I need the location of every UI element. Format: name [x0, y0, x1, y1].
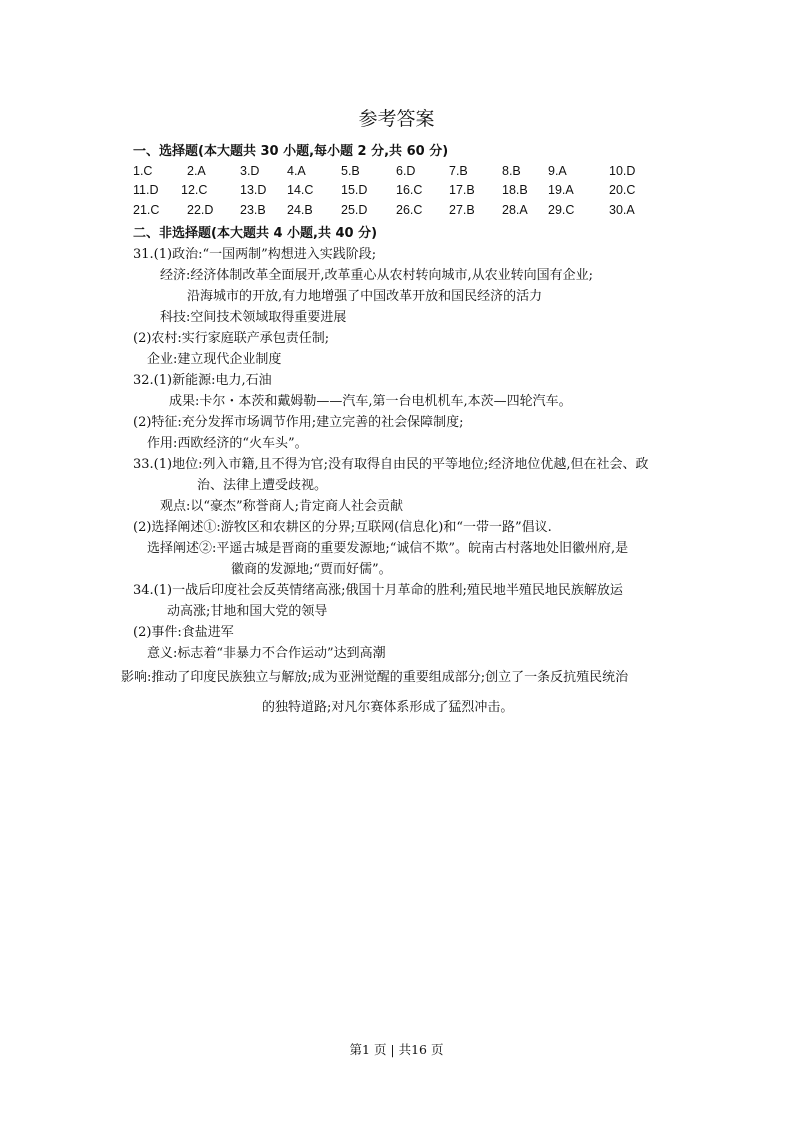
answer-item: 14.C [287, 183, 314, 197]
answer-line: 企业:建立现代企业制度 [147, 352, 282, 367]
answer-item: 12.C [181, 183, 208, 197]
answer-item: 11.D [133, 183, 159, 197]
answer-line: 意义:标志着“非暴力不合作运动”达到高潮 [147, 646, 386, 661]
answer-item: 1.C [133, 164, 153, 178]
answer-line: (2)事件:食盐进军 [133, 625, 234, 640]
answer-item: 2.A [187, 164, 206, 178]
answer-item: 16.C [396, 183, 423, 197]
page-footer: 第1 页 | 共16 页 [349, 1042, 444, 1057]
answer-item: 8.B [502, 164, 521, 178]
answer-item: 10.D [609, 164, 636, 178]
answer-line: 观点:以“豪杰”称誉商人;肯定商人社会贡献 [160, 499, 404, 514]
answer-line: (2)选择阐述①:游牧区和农耕区的分界;互联网(信息化)和“一带一路”倡议. [133, 520, 552, 535]
answer-item: 22.D [187, 203, 214, 217]
section-heading-open: 二、非选择题(本大题共 4 小题,共 40 分) [133, 226, 378, 241]
answer-line: (2)特征:充分发挥市场调节作用;建立完善的社会保障制度; [133, 415, 464, 430]
answer-line: 沿海城市的开放,有力地增强了中国改革开放和国民经济的活力 [187, 289, 543, 304]
answer-line: 33.(1)地位:列入市籍,且不得为官;没有取得自由民的平等地位;经济地位优越,但在社会、政 [133, 457, 649, 472]
answer-item: 7.B [449, 164, 468, 178]
answer-item: 24.B [287, 203, 313, 217]
answer-item: 29.C [548, 203, 575, 217]
section-heading-choice: 一、选择题(本大题共 30 小题,每小题 2 分,共 60 分) [133, 144, 449, 159]
answer-item: 20.C [609, 183, 636, 197]
answer-item: 9.A [548, 164, 567, 178]
answer-line: 徽商的发源地;“贾而好儒”。 [231, 562, 392, 577]
answer-item: 27.B [449, 203, 475, 217]
page-title: 参考答案 [358, 108, 435, 130]
answer-item: 21.C [133, 203, 160, 217]
answer-item: 25.D [341, 203, 368, 217]
answer-line: (2)农村:实行家庭联产承包责任制; [133, 331, 330, 346]
answer-line: 32.(1)新能源:电力,石油 [133, 373, 272, 388]
answer-item: 23.B [240, 203, 266, 217]
answer-line: 科技:空间技术领域取得重要进展 [160, 310, 347, 325]
answer-item: 18.B [502, 183, 528, 197]
answer-line: 成果:卡尔・本茨和戴姆勒——汽车,第一台电机机车,本茨—四轮汽车。 [169, 394, 572, 409]
answer-line: 影响:推动了印度民族独立与解放;成为亚洲觉醒的重要组成部分;创立了一条反抗殖民统治 [121, 670, 629, 685]
answer-line: 动高涨;甘地和国大党的领导 [167, 604, 328, 619]
answer-line: 31.(1)政治:“一国两制”构想进入实践阶段; [133, 247, 377, 262]
answer-item: 26.C [396, 203, 423, 217]
answer-line: 的独特道路;对凡尔赛体系形成了猛烈冲击。 [262, 700, 514, 715]
answer-item: 30.A [609, 203, 635, 217]
answer-item: 6.D [396, 164, 416, 178]
answer-item: 19.A [548, 183, 574, 197]
answer-item: 28.A [502, 203, 528, 217]
answer-item: 15.D [341, 183, 368, 197]
answer-item: 5.B [341, 164, 360, 178]
answer-line: 选择阐述②:平遥古城是晋商的重要发源地;“诚信不欺”。皖南古村落地处旧徽州府,是 [147, 541, 629, 556]
answer-line: 34.(1)一战后印度社会反英情绪高涨;俄国十月革命的胜利;殖民地半殖民地民族解放运 [133, 583, 623, 598]
answer-line: 作用:西欧经济的“火车头”。 [147, 436, 308, 451]
answer-item: 3.D [240, 164, 260, 178]
answer-line: 经济:经济体制改革全面展开,改革重心从农村转向城市,从农业转向国有企业; [160, 268, 594, 283]
answer-item: 13.D [240, 183, 267, 197]
answer-item: 4.A [287, 164, 306, 178]
answer-line: 治、法律上遭受歧视。 [197, 478, 328, 493]
answer-item: 17.B [449, 183, 475, 197]
